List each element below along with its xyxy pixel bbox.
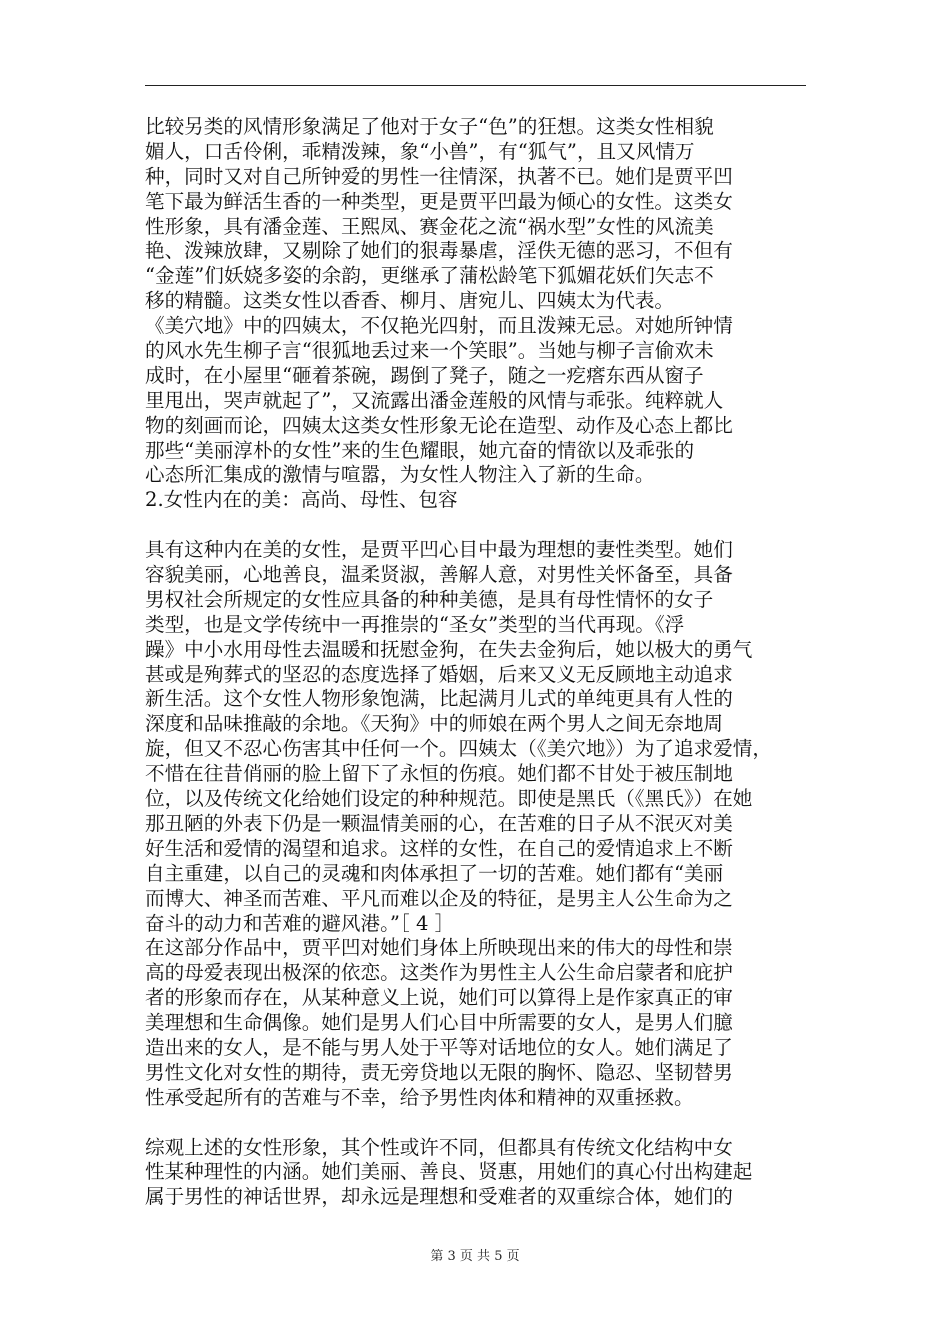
text-line: 而博大、神圣而苦难、平凡而难以企及的特征，是男主人公生命为之 <box>145 886 733 910</box>
text-line: 美理想和生命偶像。她们是男人们心目中所需要的女人，是男人们臆 <box>145 1011 733 1035</box>
blank-line <box>145 513 809 538</box>
text-line: 性承受起所有的苦难与不幸，给予男性肉体和精神的双重拯救。 <box>145 1085 694 1109</box>
text-line: “金莲”们妖娆多姿的余韵，更继承了蒲松龄笔下狐媚花妖们矢志不 <box>145 264 714 288</box>
text-line: 属于男性的神话世界，却永远是理想和受难者的双重综合体，她们的 <box>145 1185 733 1209</box>
blank-line <box>145 1111 809 1136</box>
document-body <box>145 115 809 1210</box>
text-line: 不惜在往昔俏丽的脸上留下了永恒的伤痕。她们都不甘处于被压制地 <box>145 762 733 786</box>
text-line: 那些“美丽淳朴的女性”来的生色耀眼，她亢奋的情欲以及乖张的 <box>145 438 695 462</box>
text-line: 深度和品味推敲的余地。《天狗》中的师娘在两个男人之间无奈地周 <box>145 712 724 736</box>
text-line: 自主重建，以自己的灵魂和肉体承担了一切的苦难。她们都有“美丽 <box>145 861 724 885</box>
text-line: 里甩出，哭声就起了”，又流露出潘金莲般的风情与乖张。纯粹就人 <box>145 388 724 412</box>
text-line: 成时，在小屋里“砸着茶碗，踢倒了凳子，随之一疙瘩东西从窗子 <box>145 363 704 387</box>
text-line: 《美穴地》中的四姨太，不仅艳光四射，而且泼辣无忌。对她所钟情 <box>145 314 733 338</box>
text-line: 容貌美丽，心地善良，温柔贤淑，善解人意，对男性关怀备至，具备 <box>145 563 733 587</box>
text-line: 奋斗的动力和苦难的避风港。”［ 4 ］ <box>145 911 455 935</box>
text-line: 媚人，口舌伶俐，乖精泼辣，象“小兽”，有“狐气”，且又风情万 <box>145 139 695 163</box>
text-line: 种，同时又对自己所钟爱的男性一往情深，执著不已。她们是贾平凹 <box>145 164 733 188</box>
text-line: 性某种理性的内涵。她们美丽、善良、贤惠，用她们的真心付出构建起 <box>145 1160 753 1184</box>
paragraph <box>145 314 809 488</box>
text-line: 男性文化对女性的期待，责无旁贷地以无限的胸怀、隐忍、坚韧替男 <box>145 1060 733 1084</box>
text-line: 的风水先生柳子言“很狐地丢过来一个笑眼”。当她与柳子言偷欢未 <box>145 339 714 363</box>
text-line: 位，以及传统文化给她们设定的种种规范。即使是黑氏（《黑氏》）在她 <box>145 787 753 811</box>
page-footer: 第 3 页 共 5 页 <box>430 1249 520 1264</box>
text-line: 好生活和爱情的渴望和追求。这样的女性，在自己的爱情追求上不断 <box>145 836 733 860</box>
text-line: 者的形象而存在，从某种意义上说，她们可以算得上是作家真正的审 <box>145 986 733 1010</box>
text-line: 艳、泼辣放肆，又剔除了她们的狠毒暴虐，淫佚无德的恶习，不但有 <box>145 239 733 263</box>
paragraph <box>145 115 809 314</box>
header-rule <box>145 85 806 86</box>
text-line: 男权社会所规定的女性应具备的种种美德，是具有母性情怀的女子 <box>145 587 714 611</box>
text-line: 类型，也是文学传统中一再推崇的“圣女”类型的当代再现。《浮 <box>145 612 685 636</box>
text-line: 在这部分作品中，贾平凹对她们身体上所映现出来的伟大的母性和崇 <box>145 936 733 960</box>
text-line: 移的精髓。这类女性以香香、柳月、唐宛儿、四姨太为代表。 <box>145 289 675 313</box>
text-line: 造出来的女人，是不能与男人处于平等对话地位的女人。她们满足了 <box>145 1035 733 1059</box>
paragraph <box>145 538 809 936</box>
text-line: 旋，但又不忍心伤害其中任何一个。四姨太（《美穴地》）为了追求爱情， <box>145 737 772 761</box>
text-line: 心态所汇集成的激情与喧嚣，为女性人物注入了新的生命。 <box>145 463 655 487</box>
text-line: 躁》中小水用母性去温暖和抚慰金狗，在失去金狗后，她以极大的勇气 <box>145 637 753 661</box>
text-line: 那丑陋的外表下仍是一颗温情美丽的心，在苦难的日子从不泯灭对美 <box>145 811 733 835</box>
text-line: 性形象，具有潘金莲、王熙凤、赛金花之流“祸水型”女性的风流美 <box>145 214 714 238</box>
section-heading: 2.女性内在的美：高尚、母性、包容 <box>145 488 458 512</box>
text-line: 物的刻画而论，四姨太这类女性形象无论在造型、动作及心态上都比 <box>145 413 733 437</box>
paragraph <box>145 1136 809 1211</box>
text-line: 甚或是殉葬式的坚忍的态度选择了婚姻，后来又义无反顾地主动追求 <box>145 662 733 686</box>
text-line: 笔下最为鲜活生香的一种类型，更是贾平凹最为倾心的女性。这类女 <box>145 189 733 213</box>
paragraph <box>145 936 809 1110</box>
text-line: 比较另类的风情形象满足了他对于女子“色”的狂想。这类女性相貌 <box>145 115 714 138</box>
text-line: 高的母爱表现出极深的依恋。这类作为男性主人公生命启蒙者和庇护 <box>145 961 733 985</box>
text-line: 综观上述的女性形象，其个性或许不同，但都具有传统文化结构中女 <box>145 1135 733 1159</box>
text-line: 具有这种内在美的女性，是贾平凹心目中最为理想的妻性类型。她们 <box>145 538 733 562</box>
text-line: 新生活。这个女性人物形象饱满，比起满月儿式的单纯更具有人性的 <box>145 687 733 711</box>
